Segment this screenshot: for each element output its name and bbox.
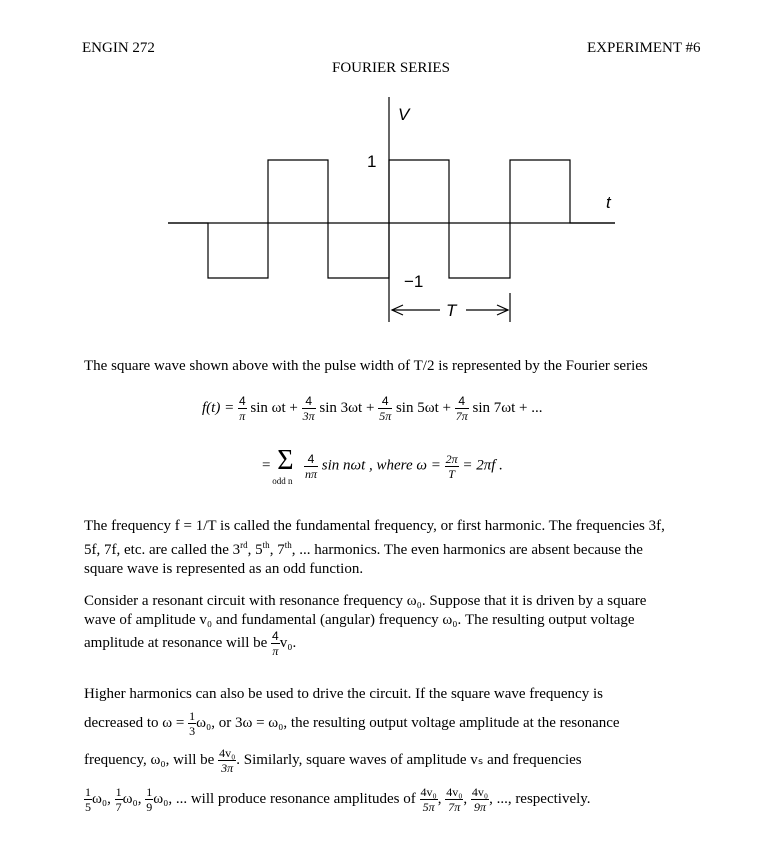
summation bbox=[272, 445, 300, 486]
summation-sign: Σ bbox=[277, 445, 294, 476]
summation-limit: odd n bbox=[272, 476, 293, 486]
term-1-coefficient: $\frac{4}{\pi}$ bbox=[238, 394, 246, 423]
harmonics-line-3: square wave is represented as an odd function. bbox=[84, 561, 364, 577]
fourier-series-line-2 bbox=[262, 445, 503, 486]
higher-harmonics-line-1: Higher harmonics can also be used to drive the circuit. If the square wave frequency is bbox=[84, 686, 603, 702]
square-wave-trace bbox=[168, 160, 615, 278]
higher-harmonics-line-4: $\frac{1}{5}$ ω₀, $\frac{1}{7}$ ω₀, $\frac{1}{9}$ ω₀, ... will produce resonance amplitudes of $\frac{\text{4v₀}}{5\pi}$ , $\frac{\text{4v₀}}{7\pi}$ , $\frac{\text{4v₀}}{9\pi}$ , ..., respectively. bbox=[85, 785, 591, 814]
term-1-function: sin ωt + bbox=[250, 399, 298, 416]
period-label: T bbox=[446, 301, 457, 320]
harmonics-line-2: 5f, 7f, etc. are called the 3rd, 5th, 7th, ... harmonics. The even harmonics are absent because the bbox=[84, 540, 643, 558]
sum-equals: = bbox=[262, 457, 271, 474]
harmonics-line-1: The frequency f = 1/T is called the fundamental frequency, or first harmonic. The frequencies 3f, bbox=[84, 518, 665, 534]
omega-frequency: = 2πf . bbox=[462, 457, 503, 474]
page-title: FOURIER SERIES bbox=[332, 60, 450, 76]
square-wave-figure bbox=[0, 0, 770, 340]
resonance-line-1: Consider a resonant circuit with resonance frequency ω₀. Suppose that it is driven by a square bbox=[84, 593, 647, 609]
term-3-coefficient: $\frac{4}{5\pi}$ bbox=[379, 394, 392, 423]
term-4-function: sin 7ωt + ... bbox=[472, 399, 543, 416]
series-lhs: f(t) = bbox=[202, 399, 235, 416]
fourier-series-line-1 bbox=[202, 395, 543, 422]
harmonics-paragraph bbox=[84, 517, 665, 579]
term-2-coefficient: $\frac{4}{3\pi}$ bbox=[302, 394, 315, 423]
resonance-line-3: amplitude at resonance will be $\frac{4}{\pi}$ v₀. bbox=[84, 629, 297, 658]
sum-coefficient: $\frac{4}{n\pi}$ bbox=[304, 451, 317, 481]
experiment-number: EXPERIMENT #6 bbox=[587, 40, 701, 56]
sum-function: sin nωt , where ω = bbox=[321, 457, 441, 474]
higher-harmonics-line-3: frequency, ω₀, will be $\frac{\text{4v₀}}{3\pi}$ . Similarly, square waves of amplitude vₛ and frequencies bbox=[84, 746, 582, 775]
low-level-label: −1 bbox=[404, 272, 424, 291]
omega-definition: $\frac{2\pi}{T}$ bbox=[445, 451, 458, 481]
intro-text: The square wave shown above with the pulse width of T/2 is represented by the Fourier series bbox=[84, 358, 648, 374]
term-4-coefficient: $\frac{4}{7\pi}$ bbox=[455, 394, 468, 423]
resonance-line-2: wave of amplitude v₀ and fundamental (angular) frequency ω₀. The resulting output voltage bbox=[84, 612, 635, 628]
y-axis-label: V bbox=[398, 105, 410, 124]
term-3-function: sin 5ωt + bbox=[395, 399, 451, 416]
x-axis-label: t bbox=[606, 193, 611, 212]
higher-harmonics-line-2: decreased to ω = $\frac{1}{3}$ ω₀, or 3ω = ω₀, the resulting output voltage amplitude at the resonance bbox=[84, 709, 620, 738]
high-level-label: 1 bbox=[367, 152, 377, 171]
course-code: ENGIN 272 bbox=[82, 40, 155, 56]
resonance-paragraph bbox=[84, 592, 646, 630]
term-2-function: sin 3ωt + bbox=[319, 399, 375, 416]
